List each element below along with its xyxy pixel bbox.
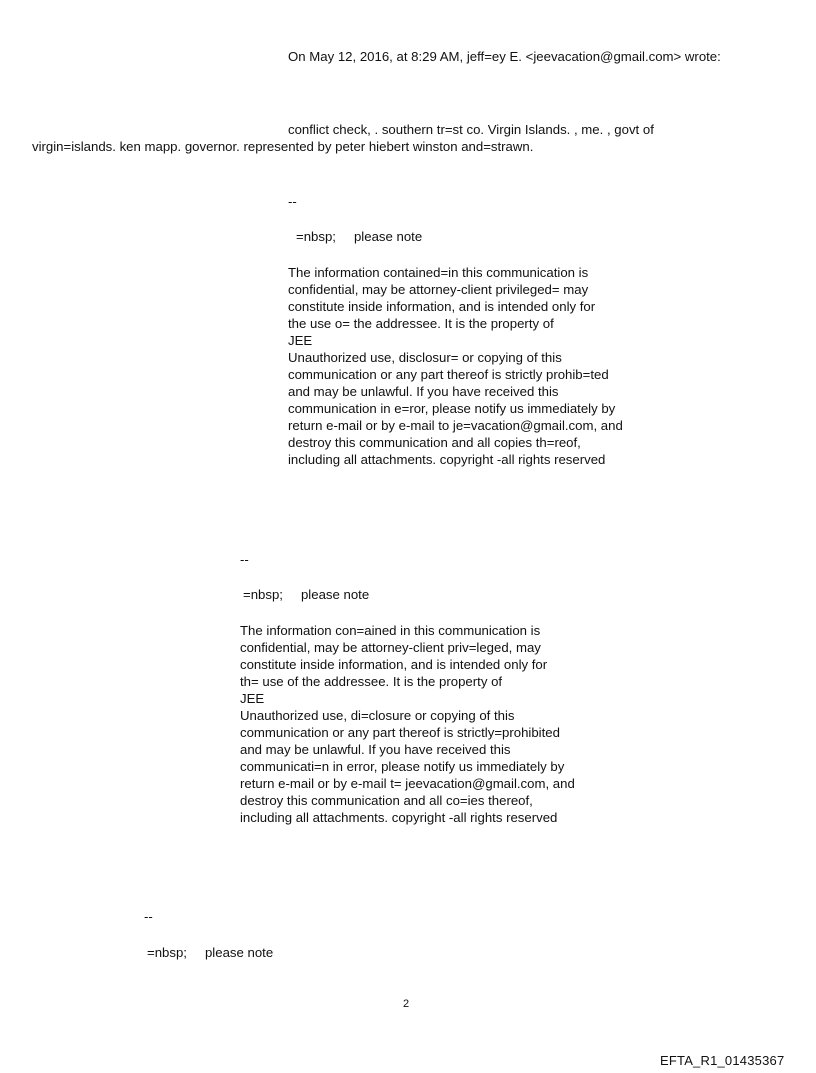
nbsp-entity: =nbsp; [243, 587, 283, 602]
please-note-label: please note [300, 587, 370, 602]
signature-2-please-note [243, 586, 369, 603]
disclaimer-line: The information contained=in this communication is [288, 265, 589, 280]
signature-1-disclaimer [288, 264, 623, 468]
disclaimer-line: communication or any part thereof is strictly=prohibited [240, 725, 560, 740]
page-number: 2 [403, 998, 410, 1010]
disclaimer-line: Unauthorized use, disclosur= or copying of this [288, 350, 562, 365]
disclaimer-line: return e-mail or by e-mail to je=vacation@gmail.com, and [288, 418, 623, 433]
disclaimer-line: including all attachments. copyright -all rights reserved [288, 452, 606, 467]
disclaimer-line: destroy this communication and all co=ies thereof, [240, 793, 533, 808]
disclaimer-line: return e-mail or by e-mail t= jeevacation@gmail.com, and [240, 776, 575, 791]
message-line-1: conflict check, . southern tr=st co. Virgin Islands. , me. , govt of [288, 122, 654, 137]
disclaimer-line: the use o= the addressee. It is the property of [288, 316, 554, 331]
signature-1-please-note [296, 228, 422, 245]
disclaimer-line: communication in e=ror, please notify us immediately by [288, 401, 616, 416]
signature-2-dash: -- [240, 552, 249, 567]
disclaimer-line: and may be unlawful. If you have received this [288, 384, 559, 399]
disclaimer-line: including all attachments. copyright -all rights reserved [240, 810, 558, 825]
please-note-label: please note [353, 229, 423, 244]
disclaimer-line: communicati=n in error, please notify us immediately by [240, 759, 565, 774]
email-header-line: On May 12, 2016, at 8:29 AM, jeff=ey E. <jeevacation@gmail.com> wrote: [288, 49, 721, 64]
nbsp-entity: =nbsp; [296, 229, 336, 244]
disclaimer-line: Unauthorized use, di=closure or copying of this [240, 708, 515, 723]
disclaimer-line: confidential, may be attorney-client privileged= may [288, 282, 589, 297]
disclaimer-line: destroy this communication and all copies th=reof, [288, 435, 581, 450]
message-line-2: virgin=islands. ken mapp. governor. represented by peter hiebert winston and=strawn. [32, 139, 534, 154]
bates-number: EFTA_R1_01435367 [660, 1053, 785, 1068]
disclaimer-line: The information con=ained in this communication is [240, 623, 541, 638]
signature-3-please-note [147, 944, 273, 961]
disclaimer-line: and may be unlawful. If you have received this [240, 742, 511, 757]
please-note-label: please note [204, 945, 274, 960]
disclaimer-line: constitute inside information, and is intended only for [240, 657, 548, 672]
disclaimer-line: constitute inside information, and is intended only for [288, 299, 596, 314]
disclaimer-line: JEE [240, 691, 265, 706]
signature-2-disclaimer [240, 622, 575, 826]
disclaimer-line: communication or any part thereof is strictly prohib=ted [288, 367, 609, 382]
disclaimer-line: th= use of the addressee. It is the property of [240, 674, 503, 689]
nbsp-entity: =nbsp; [147, 945, 187, 960]
signature-1-dash: -- [288, 194, 297, 209]
disclaimer-line: JEE [288, 333, 313, 348]
signature-3-dash: -- [144, 909, 153, 924]
disclaimer-line: confidential, may be attorney-client priv=leged, may [240, 640, 541, 655]
